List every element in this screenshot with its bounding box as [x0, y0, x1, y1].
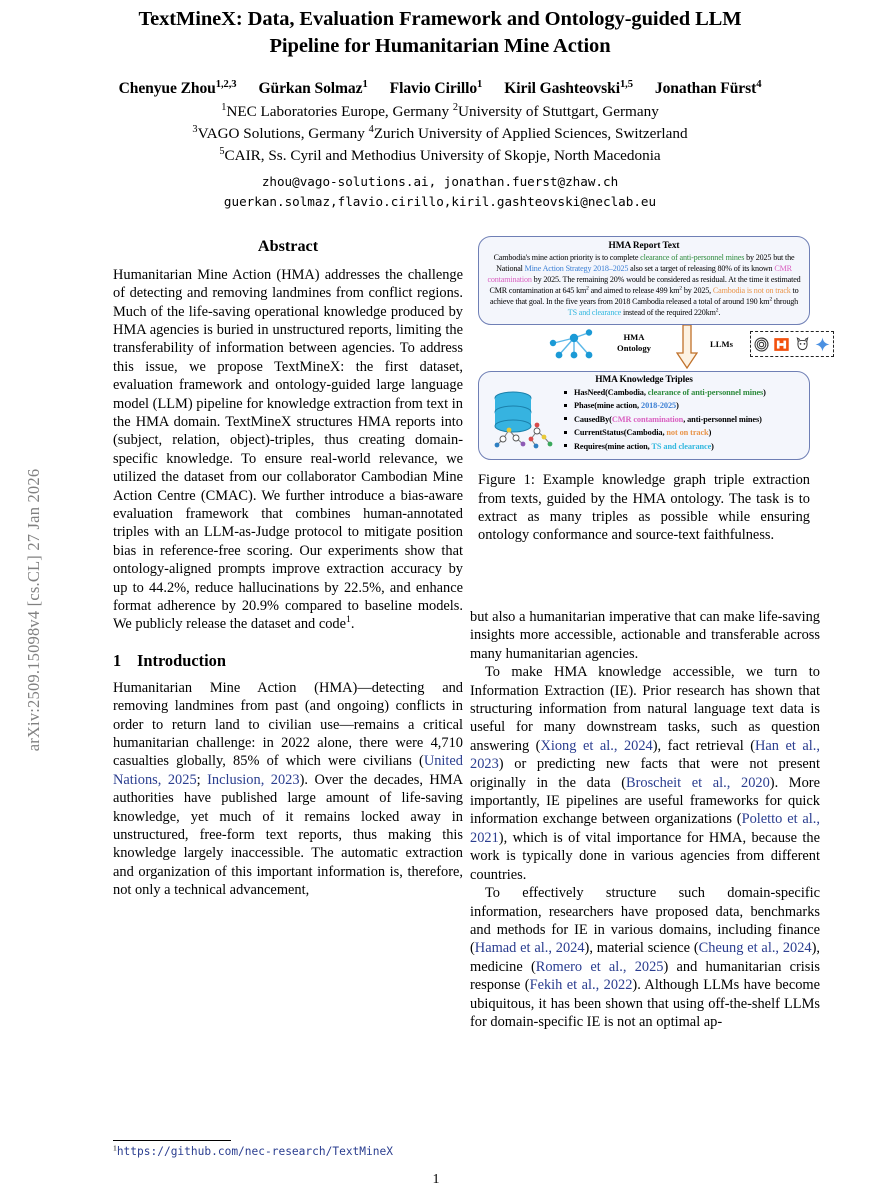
report-span-highlight-cyan: TS and clearance — [567, 308, 622, 317]
abstract-footnote-marker[interactable]: 1 — [345, 614, 351, 626]
report-span: by 2025. The remaining 20% would be considered as residual. At the time it estimated CMR contamination at 645 km — [489, 275, 801, 295]
triple-object: clearance of anti-personnel mines — [647, 388, 764, 397]
ontology-label-line-1: HMA — [623, 332, 645, 342]
author-affil-marker: 1 — [362, 78, 368, 90]
affil-marker: 2 — [452, 102, 459, 114]
author-entry — [390, 80, 483, 97]
hma-knowledge-triples-box — [478, 371, 810, 460]
report-span: Cambodia's mine action priority is to complete — [493, 253, 641, 262]
citation-link[interactable]: Cheung et al., 2024 — [698, 940, 812, 957]
arxiv-stamp: arXiv:2509.15098v4 [cs.CL] 27 Jan 2026 — [24, 468, 43, 752]
footnote-rule — [113, 1140, 231, 1141]
figure-1 — [478, 236, 810, 545]
right-paragraph-2 — [470, 663, 820, 884]
knowledge-graph-database-icon — [487, 389, 561, 451]
triple-item — [563, 440, 766, 453]
triple-object: 2018-2025 — [641, 401, 677, 411]
author-name: Chenyue Zhou — [118, 80, 216, 98]
citation-link[interactable]: Romero et al., 2025 — [535, 958, 664, 975]
author-entry — [258, 80, 367, 97]
right-paragraph-3 — [470, 884, 820, 1031]
author-name: Jonathan Fürst — [654, 80, 757, 98]
report-box-title: HMA Report Text — [608, 241, 680, 251]
abstract-heading: Abstract — [257, 237, 319, 255]
citation-link[interactable]: Han et al., 2023 — [470, 737, 820, 773]
affiliation-row — [60, 145, 820, 167]
report-span-highlight-blue: Mine Action Strategy 2018–2025 — [524, 264, 629, 273]
abstract-paragraph — [113, 266, 463, 634]
affil-marker: 3 — [192, 124, 198, 136]
llama-icon — [794, 336, 811, 353]
footnote-marker: 1 — [113, 1143, 117, 1153]
report-span: to achieve that goal. In the five years from 2018 Cambodia released a total of around 190 km — [489, 286, 799, 306]
triple-relation: Phase( — [574, 401, 597, 411]
affiliation-list — [60, 101, 820, 167]
affil-text: CAIR, Ss. Cyril and Methodius University of Skopje, North Macedonia — [224, 147, 661, 165]
author-affil-marker: 1,2,3 — [215, 78, 237, 90]
llms-label: LLMs — [710, 339, 733, 349]
triple-relation: CurrentStatus( — [574, 428, 627, 438]
report-span: instead of the required 220km — [621, 308, 716, 317]
author-entry — [504, 80, 633, 97]
llm-icon-group — [750, 331, 834, 357]
triple-subject: mine action, — [596, 401, 642, 411]
openai-icon — [753, 336, 770, 353]
report-span: by 2025, — [682, 286, 713, 295]
ontology-label-line-2: Ontology — [617, 342, 651, 353]
triple-item — [563, 386, 766, 399]
citation-link[interactable]: United Nations, 2025 — [113, 753, 463, 788]
section-title: Introduction — [137, 650, 226, 670]
author-name: Kiril Gashteovski — [504, 80, 620, 98]
affil-marker: 1 — [221, 102, 227, 114]
footnote-url[interactable]: https://github.com/nec-research/TextMineX — [116, 1145, 393, 1158]
report-span: through — [772, 297, 799, 306]
triple-subject: Cambodia, — [607, 388, 648, 397]
report-span: . — [718, 308, 721, 317]
citation-link[interactable]: Poletto et al., 2021 — [470, 811, 820, 846]
title-line-1: TextMineX: Data, Evaluation Framework and Ontology-guided LLM — [138, 8, 742, 30]
paragraph-text: ). More importantly, IE pipelines are useful frameworks for quick information exchange between organizations ( — [470, 774, 820, 828]
left-column — [113, 236, 463, 900]
down-arrow-icon — [676, 325, 698, 369]
triple-item — [563, 413, 766, 426]
author-entry — [119, 80, 237, 97]
gemini-icon — [814, 336, 831, 353]
affil-marker: 5 — [219, 146, 225, 158]
email-block — [60, 172, 820, 212]
intro-text: Humanitarian Mine Action (HMA)—detecting and removing landmines from past (and ongoing) conflicts in order to return land to civilian use—remains a critical humanitarian challenge: in 2022 alone, there were 4,710 casualties globally, 85% of which were civilians ( — [113, 679, 463, 770]
citation-link[interactable]: Broscheit et al., 2020 — [626, 774, 770, 791]
triple-relation: HasNeed( — [574, 388, 608, 397]
paragraph-text: ), which is of vital importance for HMA, because the work is typically done in various agencies from different countries. — [470, 829, 820, 883]
report-span-highlight-green: clearance of anti-personnel mines — [640, 253, 745, 262]
triple-subject: mine action, — [607, 441, 652, 451]
triple-relation: Requires( — [574, 441, 608, 451]
triple-close: ) — [711, 441, 714, 451]
citation-link[interactable]: Fekih et al., 2022 — [529, 977, 633, 994]
page-number: 1 — [432, 1172, 440, 1187]
abstract-text: Humanitarian Mine Action (HMA) addresses the challenge of detecting and removing landmines from conflict regions. Much of the life-saving operational knowledge produced by HMA agencies is buried in unstructured reports, limiting the transferability of information between agencies. To address this issue, we propose TextMineX: the first dataset, evaluation framework and ontology-guided large language model (LLM) pipeline for knowledge extraction from text in the HMA domain. TextMineX structures HMA reports into (subject, relation, object)-triples, thus creating domain-specific knowledge. To ensure real-world relevance, we utilized the dataset from our collaborator Cambodian Mine Action Centre (CMAC). We further introduce a bias-aware evaluation framework that combines human-annotated triples with an LLM-as-Judge protocol to mitigate position bias in reference-free scoring. Our experiments show that ontology-aligned prompts improve extraction accuracy by up to 44.2%, reduce hallucinations by 22.5%, and enhance format adherence by 20.9% compared to baseline models. We publicly release the dataset and code — [113, 266, 463, 633]
triple-item — [563, 399, 766, 412]
title-block — [60, 6, 820, 212]
figure-middle-row — [478, 325, 810, 371]
triple-relation: CausedBy( — [574, 414, 612, 424]
paragraph-text: To effectively structure such domain-specific information, researchers have proposed data, benchmarks and methods for IE in various domains, including finance ( — [470, 885, 820, 957]
right-paragraph-1: but also a humanitarian imperative that can make life-saving insights more accessible, actionable and transferable across many humanitarian agencies. — [470, 609, 820, 662]
triple-object: TS and clearance — [651, 441, 712, 451]
intro-paragraph-1 — [113, 679, 463, 900]
author-name: Gürkan Solmaz — [258, 80, 363, 98]
author-affil-marker: 1,5 — [619, 78, 633, 90]
triple-close: ) — [708, 428, 712, 438]
triples-box-title: HMA Knowledge Triples — [595, 375, 693, 385]
paragraph-text: ), fact retrieval ( — [652, 737, 756, 754]
intro-text: ). Over the decades, HMA authorities have published large amount of life-saving knowledge, yet much of it remains locked away in unstructured, free-form text reports, thus making this knowledge largely inaccessible. The automatic extraction and organization of this important information is, therefore, not only a technical advancement, — [113, 771, 463, 899]
report-span-highlight-orange: Cambodia is not on track — [712, 286, 791, 295]
email-line[interactable]: guerkan.solmaz,flavio.cirillo,kiril.gashteovski@neclab.eu — [223, 194, 657, 210]
affil-text: University of Stuttgart, Germany — [458, 103, 659, 121]
citation-link[interactable]: Xiong et al., 2024 — [540, 737, 653, 754]
report-superscript: 2 — [586, 285, 589, 292]
right-column — [470, 608, 820, 1031]
paragraph-text: ). Although LLMs have become ubiquitous, it has been shown that using off-the-shelf LLMs for domain-specific IE is not an optimal ap- — [470, 977, 820, 1030]
triple-object: not on track — [666, 428, 709, 438]
report-span: also set a target of releasing 80% of its known — [628, 264, 775, 273]
affil-marker: 4 — [368, 124, 374, 136]
section-heading-introduction — [113, 651, 463, 672]
section-number: 1 — [113, 650, 122, 670]
report-superscript: 2 — [715, 307, 719, 314]
triple-close: , anti-personnel mines) — [683, 414, 762, 424]
paragraph-text: ), medicine ( — [470, 940, 820, 975]
abstract-text-end: . — [350, 616, 355, 633]
triple-close: ) — [763, 388, 766, 397]
affiliation-row — [60, 101, 820, 123]
report-span: by 2025 but the National — [496, 253, 795, 273]
paragraph-text: ) and humanitarian crisis response ( — [470, 958, 820, 994]
footnote-text — [113, 1145, 463, 1158]
author-entry — [655, 80, 761, 97]
triple-subject: Cambodia, — [626, 428, 667, 438]
knowledge-triples-list — [563, 386, 766, 453]
title-line-2: Pipeline for Humanitarian Mine Action — [269, 35, 611, 58]
report-superscript: 2 — [769, 296, 773, 303]
paragraph-text: To make HMA knowledge accessible, we turn to Information Extraction (IE). Prior research has shown that structuring information from natural language text data is useful for many downstream tasks, such as question answering ( — [470, 664, 820, 754]
footnote-block — [113, 1140, 463, 1158]
intro-text: ; — [196, 771, 208, 788]
hma-ontology-graph-icon — [544, 329, 602, 365]
paragraph-text: ), material science ( — [584, 940, 699, 957]
triple-item — [563, 426, 766, 439]
author-affil-marker: 4 — [756, 78, 762, 90]
triple-close: ) — [676, 401, 679, 411]
page-title — [60, 6, 820, 60]
triple-object: CMR contamination — [611, 414, 684, 424]
citation-link[interactable]: Hamad et al., 2024 — [474, 940, 585, 957]
email-line[interactable]: zhou@vago-solutions.ai, jonathan.fuerst@zhaw.ch — [261, 174, 619, 190]
mistral-icon — [773, 336, 790, 353]
citation-link[interactable]: Inclusion, 2023 — [207, 771, 300, 788]
ontology-label — [606, 332, 662, 353]
affil-text: Zurich University of Applied Sciences, Switzerland — [373, 125, 688, 143]
report-text-content — [487, 252, 801, 318]
affiliation-row — [60, 123, 820, 145]
report-span: and aimed to release 499 km — [588, 286, 680, 295]
author-list — [60, 77, 820, 100]
affil-text: NEC Laboratories Europe, Germany — [226, 103, 453, 121]
figure-caption: Figure 1: Example knowledge graph triple extraction from texts, guided by the HMA ontology. The task is to extract as many triples as possible while ensuring ontology conformance and source-text faithfulness. — [478, 472, 810, 544]
hma-report-text-box — [478, 236, 810, 325]
report-span-highlight-pink: CMR contamination — [487, 264, 792, 284]
report-superscript: 2 — [679, 285, 682, 292]
author-affil-marker: 1 — [477, 78, 483, 90]
author-name: Flavio Cirillo — [389, 80, 478, 98]
affil-text: VAGO Solutions, Germany — [197, 125, 369, 143]
paragraph-text: ) or predicting new facts that were not present originally in the data ( — [470, 756, 820, 791]
